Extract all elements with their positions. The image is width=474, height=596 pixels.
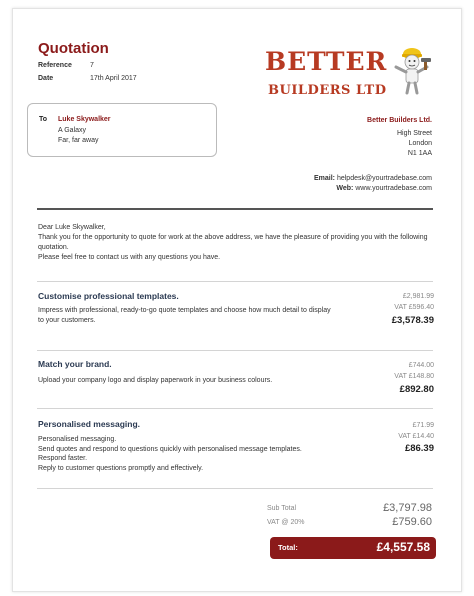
item-vat: VAT £148.80	[394, 373, 434, 380]
total-label: Total:	[278, 543, 298, 552]
date-label: Date	[38, 75, 54, 82]
item-description: Respond faster.	[38, 455, 88, 462]
item-description: Impress with professional, ready-to-go quote templates and choose how much detail to display to your customers.	[38, 307, 331, 324]
item-heading: Customise professional templates.	[38, 291, 179, 301]
divider	[37, 350, 433, 351]
date-value: 17th April 2017	[90, 75, 137, 82]
divider	[37, 281, 433, 282]
recipient-address-line: A Galaxy	[58, 127, 87, 134]
company-address-line: London	[408, 140, 432, 147]
date-row	[38, 75, 137, 82]
vat-value: £759.60	[392, 516, 432, 528]
company-address-line: N1 1AA	[407, 150, 432, 157]
item-net-price: £2,981.99	[402, 293, 434, 300]
item-net-price: £71.99	[412, 422, 434, 429]
line-item	[38, 359, 434, 399]
total-value: £4,557.58	[376, 540, 430, 554]
item-total: £3,578.39	[391, 315, 434, 326]
divider	[37, 408, 433, 409]
vat-label: VAT @ 20%	[267, 519, 305, 526]
logo-line1: BETTER	[265, 47, 388, 76]
item-description: Send quotes and respond to questions quickly with personalised message templates.	[38, 445, 302, 453]
item-vat: VAT £14.40	[398, 433, 434, 440]
page-title: Quotation	[38, 40, 109, 57]
line-item	[38, 291, 434, 339]
email-link[interactable]: helpdesk@yourtradebase.com	[336, 175, 432, 182]
company-name: Better Builders Ltd.	[367, 117, 432, 124]
item-total: £892.80	[399, 384, 434, 395]
line-item	[38, 419, 434, 479]
total-bar	[270, 537, 436, 559]
item-description: Upload your company logo and display paperwork in your business colours.	[38, 377, 273, 384]
email-label: Email:	[313, 175, 335, 182]
recipient-address-line: Far, far away	[58, 137, 99, 144]
to-label: To	[39, 116, 48, 123]
web-label: Web:	[336, 185, 354, 192]
header-divider	[37, 208, 433, 210]
logo-line2: BUILDERS LTD	[268, 83, 387, 98]
letter-greeting: Dear Luke Skywalker,	[38, 224, 106, 231]
item-description: Reply to customer questions promptly and effectively.	[38, 464, 204, 472]
item-total: £86.39	[404, 443, 434, 454]
subtotal-label: Sub Total	[267, 505, 297, 512]
vat-row	[262, 516, 432, 530]
company-logo	[265, 45, 437, 105]
builder-mascot-icon	[390, 45, 435, 95]
divider	[37, 488, 433, 489]
reference-value: 7	[90, 62, 94, 69]
recipient-box	[27, 103, 217, 157]
item-vat: VAT £596.40	[394, 304, 434, 311]
item-net-price: £744.00	[408, 362, 434, 369]
cover-letter	[38, 223, 438, 263]
subtotal-row	[262, 502, 432, 516]
item-heading: Personalised messaging.	[38, 419, 141, 429]
company-address-line: High Street	[396, 130, 432, 137]
email-row	[314, 175, 432, 182]
reference-row	[38, 62, 94, 69]
reference-label: Reference	[38, 62, 72, 69]
letter-body: Thank you for the opportunity to quote for work at the above address, we have the pleasure of providing you with the following quotation.	[38, 234, 428, 251]
web-link[interactable]: www.yourtradebase.com	[355, 185, 432, 192]
web-row	[336, 185, 432, 192]
item-heading: Match your brand.	[38, 359, 112, 369]
recipient-name: Luke Skywalker	[58, 116, 111, 123]
item-description: Personalised messaging.	[38, 436, 117, 443]
letter-body: Please feel free to contact us with any questions you have.	[38, 254, 221, 261]
subtotal-value: £3,797.98	[383, 502, 432, 514]
